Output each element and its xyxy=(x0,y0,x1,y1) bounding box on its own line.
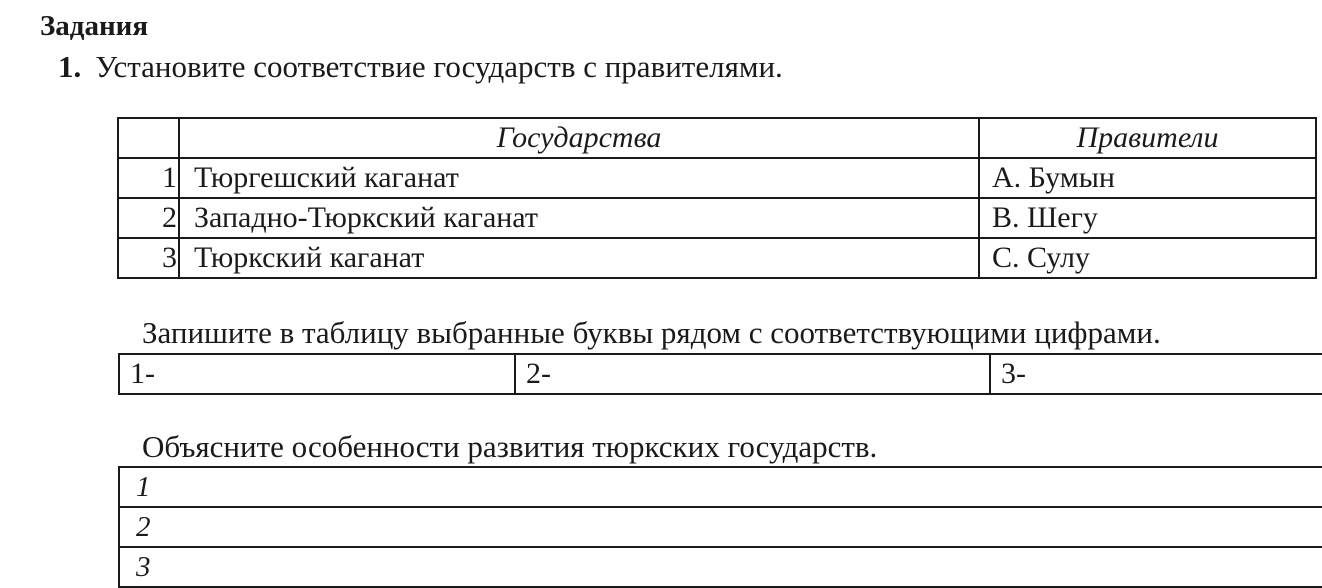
state-cell: Тюркский каганат xyxy=(179,238,979,278)
table-row xyxy=(118,198,1316,238)
answer-line[interactable]: 2 xyxy=(119,507,1322,547)
table-row xyxy=(118,238,1316,278)
answer-cell-2[interactable]: 2- xyxy=(515,354,990,394)
number-column-header xyxy=(118,118,179,158)
task-text: Установите соответствие государств с правителями. xyxy=(95,49,783,84)
task-number: 1. xyxy=(58,49,82,84)
ruler-cell: А. Бумын xyxy=(979,158,1316,198)
state-cell: Западно-Тюркский каганат xyxy=(179,198,979,238)
answer-instruction: Запишите в таблицу выбранные буквы рядом с соответствующими цифрами. xyxy=(142,315,1161,350)
task-heading xyxy=(58,46,783,88)
answer-line[interactable]: 3 xyxy=(119,547,1322,587)
table-header-row xyxy=(118,118,1316,158)
answer-line[interactable]: 1 xyxy=(119,467,1322,507)
section-title: Задания xyxy=(40,10,149,42)
answer-cell-3[interactable]: 3- xyxy=(990,354,1322,394)
answer-cell-1[interactable]: 1- xyxy=(119,354,515,394)
row-number: 1 xyxy=(118,158,179,198)
answer-table xyxy=(118,353,1322,395)
matching-table xyxy=(117,117,1317,279)
explain-lines xyxy=(118,466,1322,588)
states-column-header: Государства xyxy=(179,118,979,158)
state-cell: Тюргешский каганат xyxy=(179,158,979,198)
row-number: 2 xyxy=(118,198,179,238)
row-number: 3 xyxy=(118,238,179,278)
table-row xyxy=(118,158,1316,198)
explain-instruction: Объясните особенности развития тюркских государств. xyxy=(142,429,878,464)
ruler-cell: В. Шегу xyxy=(979,198,1316,238)
rulers-column-header: Правители xyxy=(979,118,1316,158)
ruler-cell: С. Сулу xyxy=(979,238,1316,278)
